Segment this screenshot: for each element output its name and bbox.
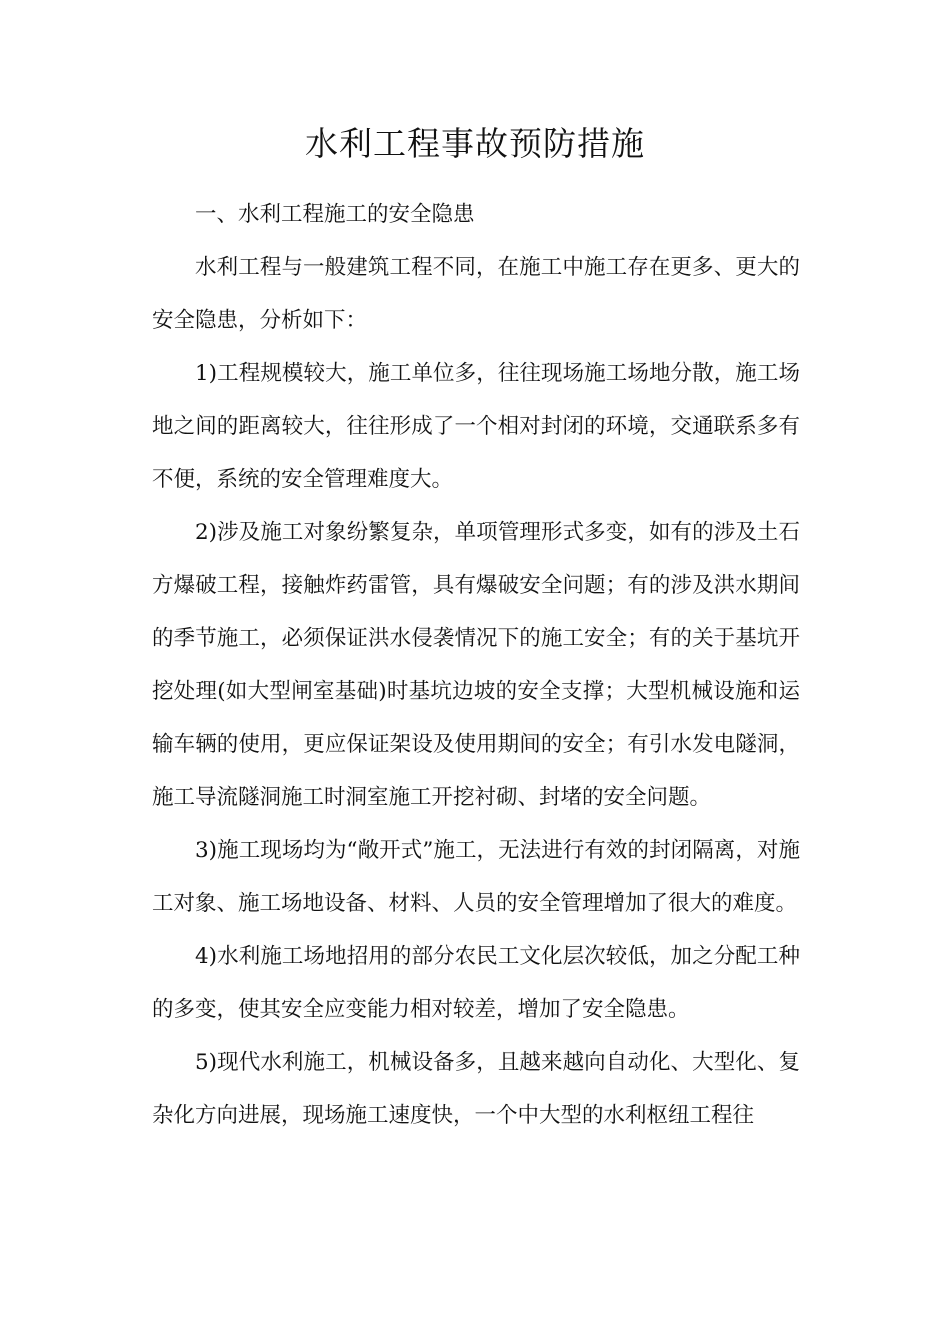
- paragraph-item-4: 4)水利施工场地招用的部分农民工文化层次较低，加之分配工种的多变，使其安全应变能力相对较差，增加了安全隐患。: [152, 944, 800, 1022]
- paragraph-item-3: 3)施工现场均为“敞开式”施工，无法进行有效的封闭隔离，对施工对象、施工场地设备、材料、人员的安全管理增加了很大的难度。: [152, 838, 800, 916]
- document-body: [152, 188, 800, 1142]
- paragraph-intro: 水利工程与一般建筑工程不同，在施工中施工存在更多、更大的安全隐患，分析如下：: [152, 255, 800, 333]
- paragraph-item-5: 5)现代水利施工，机械设备多，且越来越向自动化、大型化、复杂化方向进展，现场施工速度快，一个中大型的水利枢纽工程往: [152, 1050, 800, 1128]
- paragraph-item-2: 2)涉及施工对象纷繁复杂，单项管理形式多变，如有的涉及土石方爆破工程，接触炸药雷管，具有爆破安全问题；有的涉及洪水期间的季节施工，必须保证洪水侵袭情况下的施工安全；有的关于基坑开挖处理(如大型闸室基础)时基坑边坡的安全支撑；大型机械设施和运输车辆的使用，更应保证架设及使用期间的安全；有引水发电隧洞，施工导流隧洞施工时洞室施工开挖衬砌、封堵的安全问题。: [152, 520, 800, 810]
- paragraph-item-1: 1)工程规模较大，施工单位多，往往现场施工场地分散，施工场地之间的距离较大，往往形成了一个相对封闭的环境，交通联系多有不便，系统的安全管理难度大。: [152, 361, 800, 492]
- document-title: 水利工程事故预防措施: [305, 124, 645, 163]
- section-heading: 一、水利工程施工的安全隐患: [195, 202, 475, 227]
